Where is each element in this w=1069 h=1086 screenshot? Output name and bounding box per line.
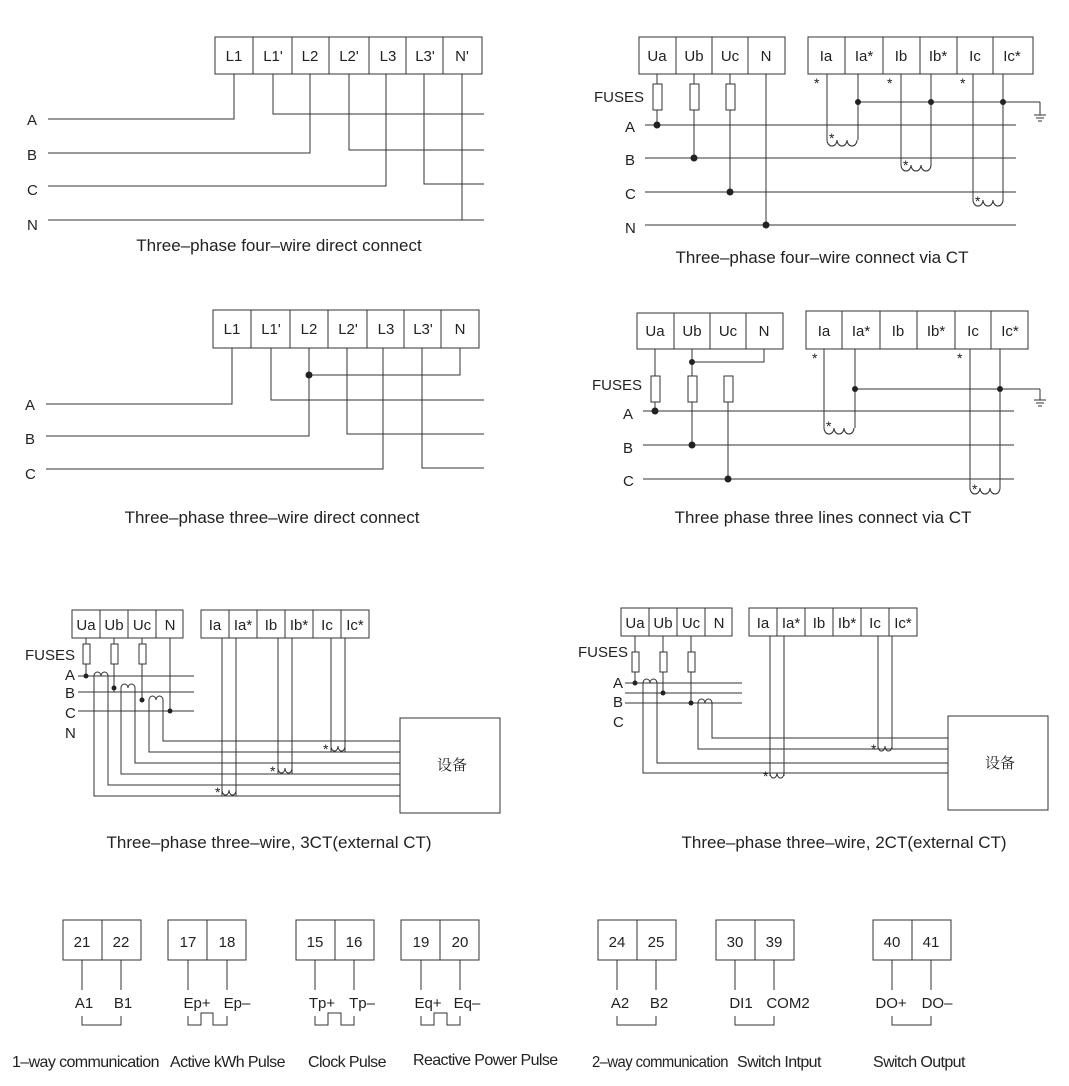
terminal-label: N (758, 323, 770, 340)
line-label: N (625, 220, 636, 237)
terminal-number: 20 (451, 934, 469, 951)
terminal-number: 22 (112, 934, 130, 951)
terminal-label: L2 (301, 48, 319, 65)
line-label: C (613, 714, 624, 731)
diagram-three-wire-2ct (578, 608, 1048, 852)
terminal-label: L1 (225, 48, 243, 65)
terminal-number: 25 (647, 934, 665, 951)
polarity-star: * (975, 193, 981, 209)
terminal-label: L1' (261, 321, 281, 338)
terminal-label: L2' (338, 321, 358, 338)
terminal-label: Ua (76, 617, 96, 634)
ground-symbol (1034, 102, 1046, 121)
terminal-label: Uc (681, 615, 701, 632)
line-label: A (25, 397, 36, 414)
group-caption: 1–way communication (12, 1054, 159, 1071)
group-2way-communication (592, 920, 728, 1071)
line-label: C (623, 473, 634, 490)
terminal-number: 24 (608, 934, 626, 951)
phase-wires (27, 74, 484, 234)
group-caption: 2–way communication (592, 1054, 728, 1071)
line-label: N (65, 725, 76, 742)
group-switch-output (873, 920, 966, 1071)
polarity-star: * (972, 481, 978, 497)
signal-label: B1 (113, 995, 133, 1012)
line-label: B (27, 147, 38, 164)
line-label: B (65, 685, 76, 702)
terminal-label: Ic* (346, 617, 364, 634)
terminal-block (215, 37, 482, 74)
signal-label: B2 (649, 995, 669, 1012)
line-label: A (613, 675, 624, 692)
line-label: A (623, 406, 634, 423)
terminal-label: L3' (413, 321, 433, 338)
terminal-label: N (454, 321, 466, 338)
fuse-symbols (651, 376, 733, 402)
signal-label: Ep– (223, 995, 251, 1012)
diagram-four-wire-direct (27, 37, 484, 255)
line-label: A (625, 119, 636, 136)
terminal-label: L1' (263, 48, 283, 65)
terminal-label: Ib (812, 615, 826, 632)
current-terminal-block (201, 610, 369, 638)
polarity-star: * (763, 768, 769, 784)
terminal-label: Ia (208, 617, 222, 634)
terminal-label: Ic* (1001, 323, 1019, 340)
terminal-number: 40 (883, 934, 901, 951)
signal-label: COM2 (766, 995, 810, 1012)
fuse-symbols (632, 652, 695, 672)
terminal-label: Ia (756, 615, 770, 632)
terminal-label: Ic (967, 323, 979, 340)
terminal-number: 21 (73, 934, 91, 951)
terminal-label: Uc (720, 48, 740, 65)
line-label: B (625, 152, 636, 169)
terminal-label: Ib (891, 323, 905, 340)
line-label: N (27, 217, 38, 234)
polarity-star: * (814, 75, 820, 91)
voltage-terminal-block (637, 313, 783, 349)
signal-label: A2 (610, 995, 630, 1012)
polarity-star: * (270, 763, 276, 779)
polarity-star: * (323, 741, 329, 757)
group-clock-pulse (296, 920, 387, 1071)
pulse-icon (188, 1013, 227, 1025)
group-switch-input (716, 920, 822, 1071)
diagram-caption: Three–phase four–wire direct connect (136, 236, 422, 255)
terminal-label: Ic* (1003, 48, 1021, 65)
terminal-number: 19 (412, 934, 430, 951)
polarity-star: * (826, 418, 832, 434)
polarity-star: * (829, 130, 835, 146)
terminal-label: Ua (625, 615, 645, 632)
device-label: 设备 (984, 755, 1016, 772)
terminal-label: Ia* (781, 615, 801, 632)
signal-label: Eq+ (414, 995, 442, 1012)
terminal-label: L2' (339, 48, 359, 65)
device-label: 设备 (436, 757, 468, 774)
signal-label: Eq– (453, 995, 481, 1012)
polarity-star: * (812, 350, 818, 366)
polarity-star: * (887, 75, 893, 91)
terminal-label: N (164, 617, 176, 634)
group-caption: Reactive Power Pulse (413, 1052, 558, 1069)
fuse-symbols (83, 644, 146, 664)
terminal-label: L2 (300, 321, 318, 338)
terminal-label: Ib* (926, 323, 946, 340)
fuses-label: FUSES (592, 377, 643, 394)
terminal-number: 18 (218, 934, 236, 951)
signal-label: Tp+ (308, 995, 336, 1012)
diagram-three-wire-direct (25, 310, 484, 527)
terminal-label: Ic (321, 617, 333, 634)
diagram-caption: Three–phase three–wire, 3CT(external CT) (106, 833, 432, 852)
terminal-block (213, 310, 479, 348)
ground-symbol (1034, 389, 1046, 406)
terminal-label: Ub (682, 323, 702, 340)
group-caption: Switch Intput (737, 1054, 821, 1071)
line-label: B (613, 694, 624, 711)
group-caption: Switch Output (873, 1054, 965, 1071)
terminal-number: 17 (179, 934, 197, 951)
terminal-label: L1 (223, 321, 241, 338)
group-active-kwh-pulse (168, 920, 286, 1071)
terminal-label: Ia* (233, 617, 253, 634)
polarity-star: * (957, 350, 963, 366)
diagram-caption: Three phase three lines connect via CT (674, 508, 972, 527)
terminal-number: 16 (345, 934, 363, 951)
terminal-label: Ib* (837, 615, 857, 632)
terminal-number: 15 (306, 934, 324, 951)
current-terminal-block (806, 311, 1028, 349)
terminal-label: N (760, 48, 772, 65)
terminal-label: L3 (379, 48, 397, 65)
line-label: A (27, 112, 38, 129)
terminal-label: Ub (653, 615, 673, 632)
line-label: B (623, 440, 634, 457)
line-label: C (25, 466, 36, 483)
terminal-label: Uc (132, 617, 152, 634)
signal-label: DI1 (729, 995, 753, 1012)
current-terminal-block (749, 608, 917, 636)
terminal-label: Ub (104, 617, 124, 634)
voltage-terminal-block (621, 608, 732, 636)
terminal-label: Ia (819, 48, 833, 65)
polarity-star: * (871, 741, 877, 757)
line-label: C (27, 182, 38, 199)
signal-label: DO+ (875, 995, 907, 1012)
terminal-label: Ib* (289, 617, 309, 634)
line-label: C (625, 186, 636, 203)
line-label: B (25, 431, 36, 448)
terminal-label: Ia* (851, 323, 871, 340)
group-1way-communication (12, 920, 159, 1071)
fuses-label: FUSES (25, 647, 76, 664)
group-reactive-power-pulse (401, 920, 558, 1069)
pulse-icon (421, 1013, 460, 1025)
diagram-caption: Three–phase three–wire, 2CT(external CT) (681, 833, 1007, 852)
fuse-symbols (653, 84, 735, 110)
fuses-label: FUSES (578, 644, 629, 661)
signal-label: DO– (921, 995, 953, 1012)
terminal-label: Ib* (928, 48, 948, 65)
pulse-icon (315, 1013, 354, 1025)
terminal-label: Ic (869, 615, 881, 632)
terminal-label: N' (455, 48, 469, 65)
fuses-label: FUSES (594, 89, 645, 106)
terminal-label: L3 (377, 321, 395, 338)
signal-label: Tp– (349, 995, 375, 1012)
line-label: C (65, 705, 76, 722)
diagram-caption: Three–phase three–wire direct connect (124, 508, 420, 527)
terminal-label: Ib (264, 617, 278, 634)
signal-label: Ep+ (183, 995, 211, 1012)
terminal-number: 41 (922, 934, 940, 951)
diagram-four-wire-ct (594, 37, 1046, 267)
terminal-label: Ub (684, 48, 704, 65)
polarity-star: * (215, 784, 221, 800)
voltage-terminal-block (72, 610, 183, 638)
diagram-caption: Three–phase four–wire connect via CT (675, 248, 969, 267)
polarity-star: * (903, 157, 909, 173)
terminal-number: 30 (726, 934, 744, 951)
terminal-label: Ic* (894, 615, 912, 632)
terminal-label: Uc (718, 323, 738, 340)
signal-label: A1 (74, 995, 94, 1012)
voltage-terminal-block (639, 37, 785, 74)
terminal-label: Ia* (854, 48, 874, 65)
terminal-label: Ua (647, 48, 667, 65)
line-label: A (65, 667, 76, 684)
diagram-three-wire-ct (592, 311, 1046, 527)
terminal-label: L3' (415, 48, 435, 65)
diagram-three-wire-3ct (25, 610, 500, 852)
current-terminal-block (808, 37, 1033, 74)
group-caption: Active kWh Pulse (170, 1054, 285, 1071)
terminal-number: 39 (765, 934, 783, 951)
terminal-label: Ic (969, 48, 981, 65)
terminal-label: Ua (645, 323, 665, 340)
group-caption: Clock Pulse (308, 1054, 386, 1071)
terminal-label: Ib (894, 48, 908, 65)
polarity-star: * (960, 75, 966, 91)
terminal-label: Ia (817, 323, 831, 340)
terminal-label: N (713, 615, 725, 632)
